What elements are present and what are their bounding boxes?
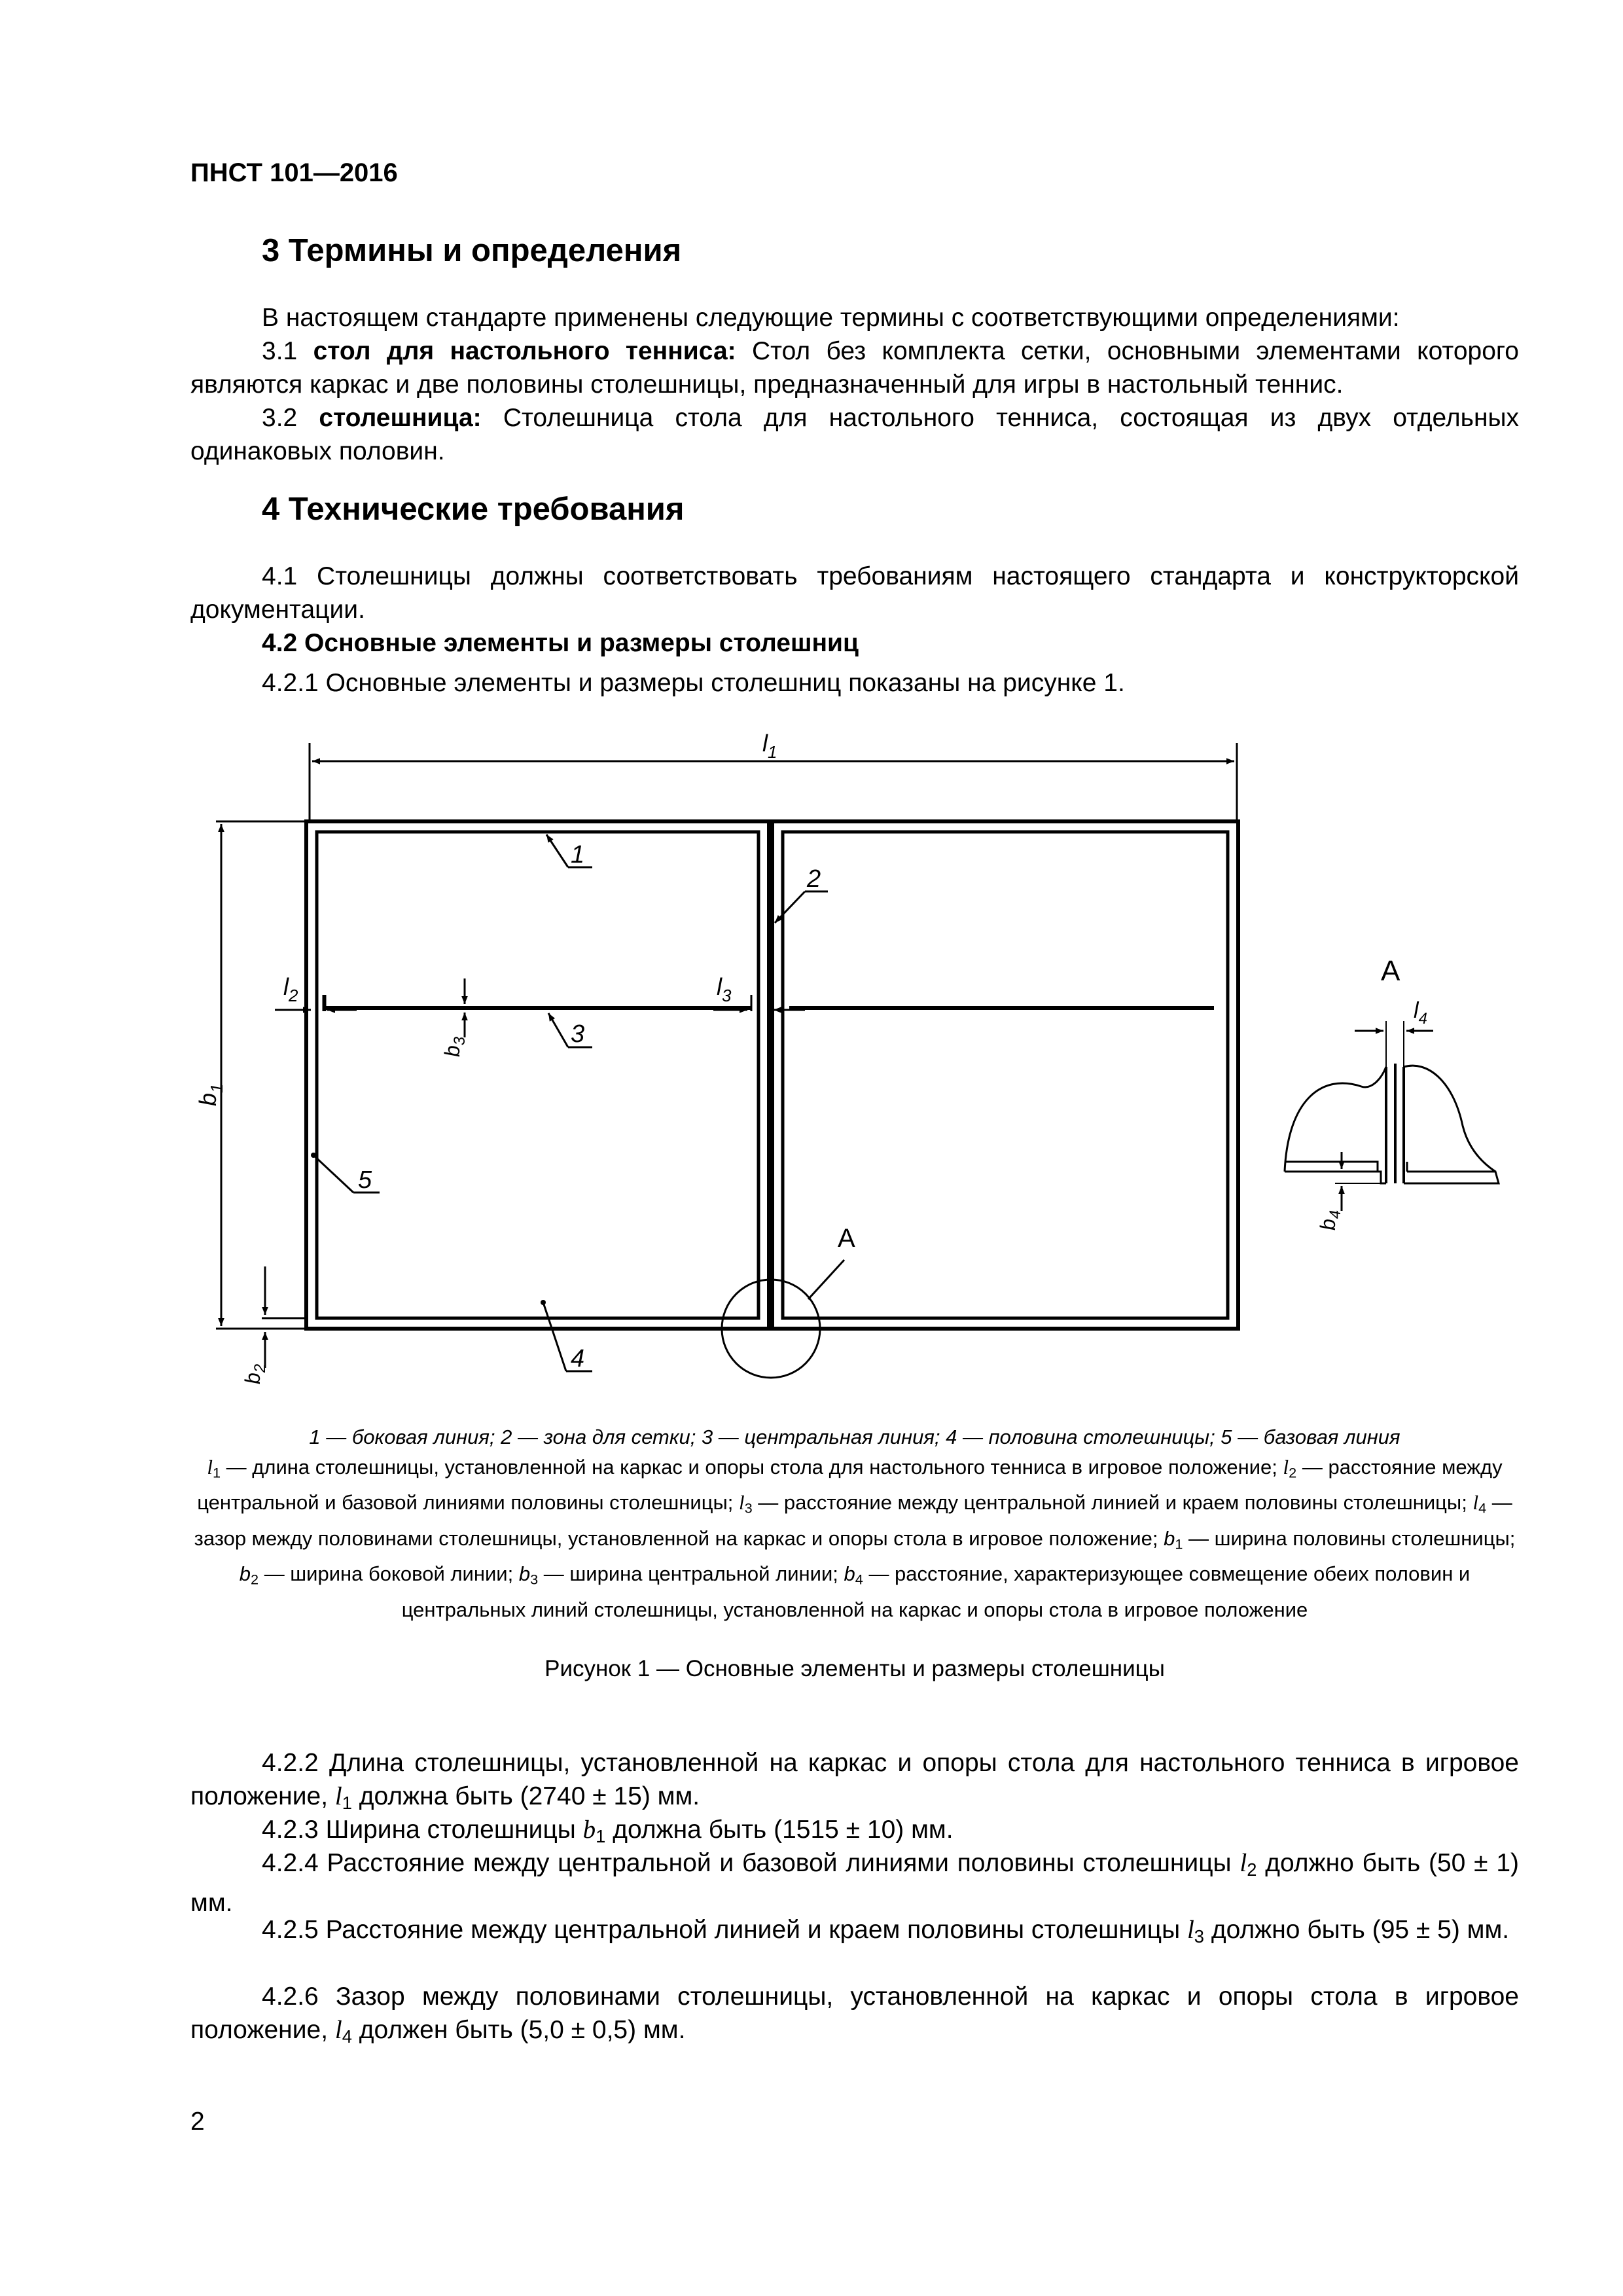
legend-b4: — расстояние, характеризующее совмещение обеих половин и центральных линий столешницы, установленной на каркас и опоры стола в игровое положение xyxy=(401,1562,1471,1621)
term-3-1-def: Стол без комплекта сетки, основными элементами которого являются каркас и две половины столешницы, предназначенный для игры в настольный теннис. xyxy=(190,337,1519,399)
page-number: 2 xyxy=(190,2108,205,2136)
term-3-1 xyxy=(190,334,1519,401)
term-3-1-num: 3.1 xyxy=(262,337,298,365)
detail-circle-a xyxy=(722,1280,820,1378)
term-3-2 xyxy=(190,401,1519,468)
legend-b2: — ширина боковой линии; xyxy=(264,1562,514,1586)
para-4-2-4: 4.2.4 Расстояние между центральной и базовой линиями половины столешницы $l_2$ должно быть (50 ± 1) мм. xyxy=(190,1849,1519,1917)
label-b2: $b_2$ xyxy=(241,1363,269,1384)
document-id: ПНСТ 101—2016 xyxy=(190,158,398,187)
legend-l1: — длина столешницы, установленной на каркас и опоры стола для настольного тенниса в игровое положение; xyxy=(226,1456,1277,1479)
label-b3: $b_3$ xyxy=(440,1036,469,1057)
legend-l3: — расстояние между центральной линией и краем половины столешницы; xyxy=(758,1491,1467,1515)
section-4-title: 4 Технические требования xyxy=(262,492,685,527)
label-l4: $l_4$ xyxy=(1414,998,1427,1028)
heading-4-2: 4.2 Основные элементы и размеры столешниц xyxy=(262,629,859,657)
para-4-2-6: 4.2.6 Зазор между половинами столешницы, установленной на каркас и опоры стола в игровое положение, $l_4$ должен быть (5,0 ± 0,5) мм. xyxy=(190,1982,1519,2047)
para-4-2-1: 4.2.1 Основные элементы и размеры столешниц показаны на рисунке 1. xyxy=(262,669,1125,697)
label-l2: $l_2$ xyxy=(283,973,298,1005)
callout-5: 5 xyxy=(358,1166,372,1194)
legend-line-1: 1 — боковая линия; 2 — зона для сетки; 3 — центральная линия; 4 — половина столешницы; 5 — базовая линия xyxy=(309,1426,1400,1448)
callout-a: А xyxy=(838,1224,855,1253)
para-4-2-3: 4.2.3 Ширина столешницы $b_1$ должна быть (1515 ± 10) мм. xyxy=(262,1816,954,1846)
callout-4: 4 xyxy=(571,1345,585,1372)
callout-3: 3 xyxy=(571,1020,585,1048)
figure-caption: Рисунок 1 — Основные элементы и размеры столешницы xyxy=(544,1656,1165,1681)
section-3-intro: В настоящем стандарте применены следующие термины с соответствующими определениями: xyxy=(262,304,1400,332)
label-l1: $l_1$ xyxy=(762,730,777,762)
detail-a-title: А xyxy=(1381,955,1400,987)
term-3-2-def: Столешница стола для настольного тенниса, состоящая из двух отдельных одинаковых половин. xyxy=(190,404,1520,465)
label-b4: $b_4$ xyxy=(1316,1210,1344,1230)
label-b1: $b_1$ xyxy=(194,1083,226,1106)
para-4-2-2: 4.2.2 Длина столешницы, установленной на каркас и опоры стола для настольного тенниса в игровое положение, $l_1$ должна быть (2740 ± 15) мм. xyxy=(190,1749,1519,1813)
legend-b3: — ширина центральной линии; xyxy=(543,1562,838,1586)
para-4-2-5: 4.2.5 Расстояние между центральной линией и краем половины столешницы $l_3$ должно быть (95 ± 5) мм. xyxy=(262,1916,1510,1946)
figure-legend: 1 — боковая линия; 2 — зона для сетки; 3 — центральная линия; 4 — половина столешницы; 5 — базовая линия $l_1$ — длина столешницы, установленной на каркас и опоры стола для настольного тенниса в игровое положение; $l_2$ — расстояние между центральной и базовой линиями половины столешницы; $l_3$ — расстояние между центральной линией и краем половины столешницы; $l_4$ — зазор между половинами столешницы, установленной на каркас и опоры стола в игровое положение; $b_1$ — ширина половины столешницы; $b_2$ — ширина боковой линии; $b_3$ — ширина центральной линии; $b_4$ — расстояние, характеризующее совмещение обеих половин и центральных линий столешницы, установленной на каркас и опоры стола в игровое положение xyxy=(194,1426,1516,1621)
term-3-1-term: стол для настольного тенниса: xyxy=(313,337,736,365)
para-4-1: 4.1 Столешницы должны соответствовать требованиям настоящего стандарта и конструкторской документации. xyxy=(190,562,1519,624)
detail-view-a xyxy=(1285,955,1499,1230)
callout-1: 1 xyxy=(571,841,585,869)
legend-b1: — ширина половины столешницы; xyxy=(1188,1526,1516,1550)
table-half-left xyxy=(306,821,769,1329)
term-3-2-num: 3.2 xyxy=(262,404,298,432)
legend-l4: — зазор между половинами столешницы, установленной на каркас и опоры стола в игровое положение; xyxy=(194,1491,1512,1550)
legend-l2: — расстояние между центральной и базовой линиями половины столешницы; xyxy=(197,1456,1503,1515)
callout-2: 2 xyxy=(807,865,821,893)
section-3-title: 3 Термины и определения xyxy=(262,233,682,268)
table-half-right xyxy=(772,821,1238,1329)
label-l3: $l_3$ xyxy=(717,973,732,1005)
term-3-2-term: столешница: xyxy=(319,404,482,432)
